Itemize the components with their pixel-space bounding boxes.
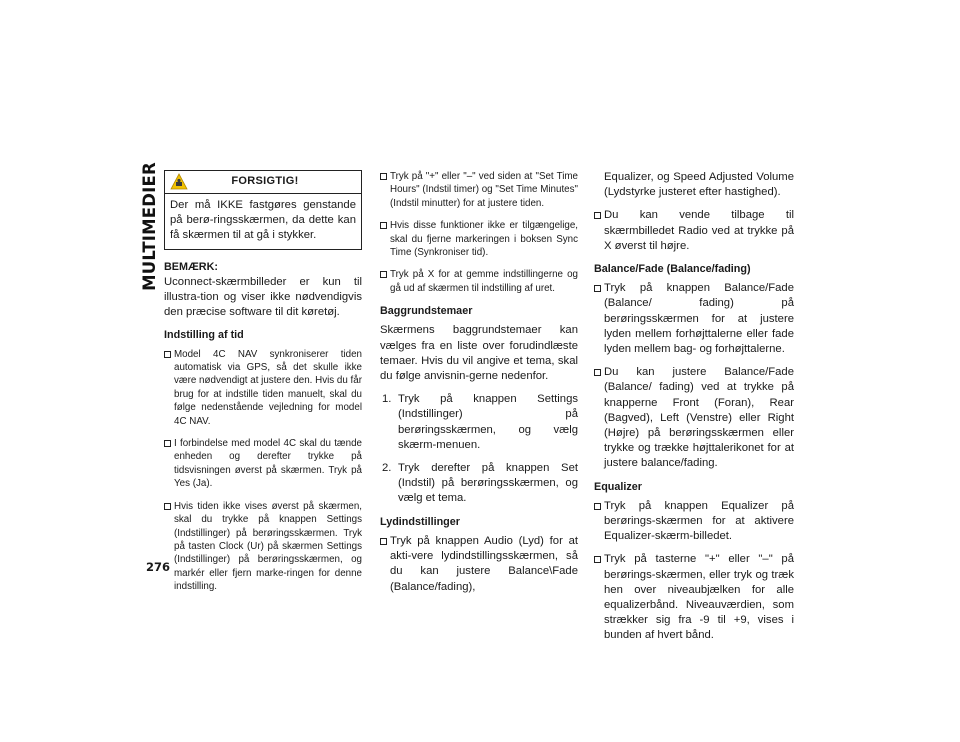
list-item-continued: Equalizer, og Speed Adjusted Volume (Lydstyrke justeret efter hastighed). bbox=[604, 171, 794, 199]
list-item: Model 4C NAV synkroniserer tiden automatisk via GPS, så det skulle ikke være nødvendigt at justere den. Hvis du får brug for at indstille tiden manuelt, skal du følge nedenstående vejledning for model 4C NAV. bbox=[164, 348, 362, 428]
list-item: Tryk på knappen Audio (Lyd) for at akti-vere lydindstillingsskærmen, så du kan justere Balance\Fade (Balance/fading), bbox=[380, 534, 578, 595]
list-item: Tryk på tasterne "+" eller "–" på berørings-skærmen, eller tryk og træk hen over niveaubjælken for alle equalizerbånd. Niveauværdien, som strækker sig fra -9 til +9, vises i bunden af hvert bånd. bbox=[594, 552, 794, 643]
step-number: 2. bbox=[382, 462, 392, 475]
list-item: Du kan vende tilbage til skærmbilledet Radio ved at trykke på X øverst til højre. bbox=[594, 208, 794, 254]
numbered-step bbox=[380, 461, 578, 507]
column-middle bbox=[380, 170, 578, 603]
caution-title: FORSIGTIG! bbox=[231, 175, 299, 188]
step-number: 1. bbox=[382, 393, 392, 406]
column-right bbox=[594, 170, 794, 652]
themes-heading: Baggrundstemaer bbox=[380, 305, 473, 318]
caution-header bbox=[165, 171, 361, 194]
sound-heading: Lydindstillinger bbox=[380, 515, 460, 528]
note-label: BEMÆRK: bbox=[164, 260, 218, 273]
caution-box bbox=[164, 170, 362, 250]
page-number: 276 bbox=[146, 560, 171, 574]
step-text: Tryk derefter på knappen Set (Indstil) på berøringsskærmen, og vælg et tema. bbox=[398, 462, 578, 505]
section-title: MULTIMEDIER bbox=[139, 161, 159, 291]
caution-text: Der må IKKE fastgøres genstande på berø-ringsskærmen, da dette kan få skærmen til at gå i stykker. bbox=[170, 199, 356, 242]
list-item: Hvis tiden ikke vises øverst på skærmen, skal du trykke på knappen Settings (Indstillinger) på berøringsskærmen. Tryk på tasten Clock (Ur) på skærmen Settings (Indstillinger) på berøringsskærmen, og markér eller fjern marke-ringen for denne indstilling. bbox=[164, 500, 362, 594]
themes-intro: Skærmens baggrundstemaer kan vælges fra en liste over forudindlæste temaer. Hvis du vil angive et tema, skal du følge anvisnin-gerne nedenfor. bbox=[380, 324, 578, 383]
list-item: Hvis disse funktioner ikke er tilgængelige, skal du fjerne markeringen i boksen Sync Time (Synkroniser tid). bbox=[380, 219, 578, 259]
list-item: Tryk på knappen Equalizer på berørings-skærmen for at aktivere Equalizer-skærm-billedet. bbox=[594, 499, 794, 545]
list-item: Tryk på X for at gemme indstillingerne og gå ud af skærmen til indstilling af uret. bbox=[380, 268, 578, 295]
list-item: Tryk på knappen Balance/Fade (Balance/ fading) på berøringsskærmen for at justere lyden mellem forhøjttalerne eller fade lyden mellem bag- og forhøjttalerne. bbox=[594, 281, 794, 357]
step-text: Tryk på knappen Settings (Indstillinger) på berøringsskærmen, og vælg skærm-menuen. bbox=[398, 393, 578, 451]
list-item: Tryk på "+" eller "–" ved siden at "Set Time Hours" (Indstil timer) og "Set Time Minutes" (Indstil minutter) for at justere tiden. bbox=[380, 170, 578, 210]
equalizer-heading: Equalizer bbox=[594, 480, 643, 493]
set-time-heading: Indstilling af tid bbox=[164, 329, 244, 342]
note-text: Uconnect-skærmbilleder er kun til illustra-tion og viser ikke nødvendigvis den præcise software til dit køretøj. bbox=[164, 275, 362, 319]
column-left bbox=[164, 170, 362, 603]
warning-triangle-icon bbox=[170, 173, 188, 190]
balance-heading: Balance/Fade (Balance/fading) bbox=[594, 263, 751, 276]
list-item: Du kan justere Balance/Fade (Balance/ fading) ved at trykke på knapperne Front (Foran), Rear (Bagved), Left (Venstre) eller Right (Højre) på berøringsskærmen eller trykke og trække højttalerikonet for at justere balance/fading. bbox=[594, 365, 794, 471]
list-item: I forbindelse med model 4C skal du tænde enheden og derefter trykke på tidsvisningen øverst på skærmen. Tryk på Yes (Ja). bbox=[164, 437, 362, 491]
numbered-step bbox=[380, 392, 578, 453]
